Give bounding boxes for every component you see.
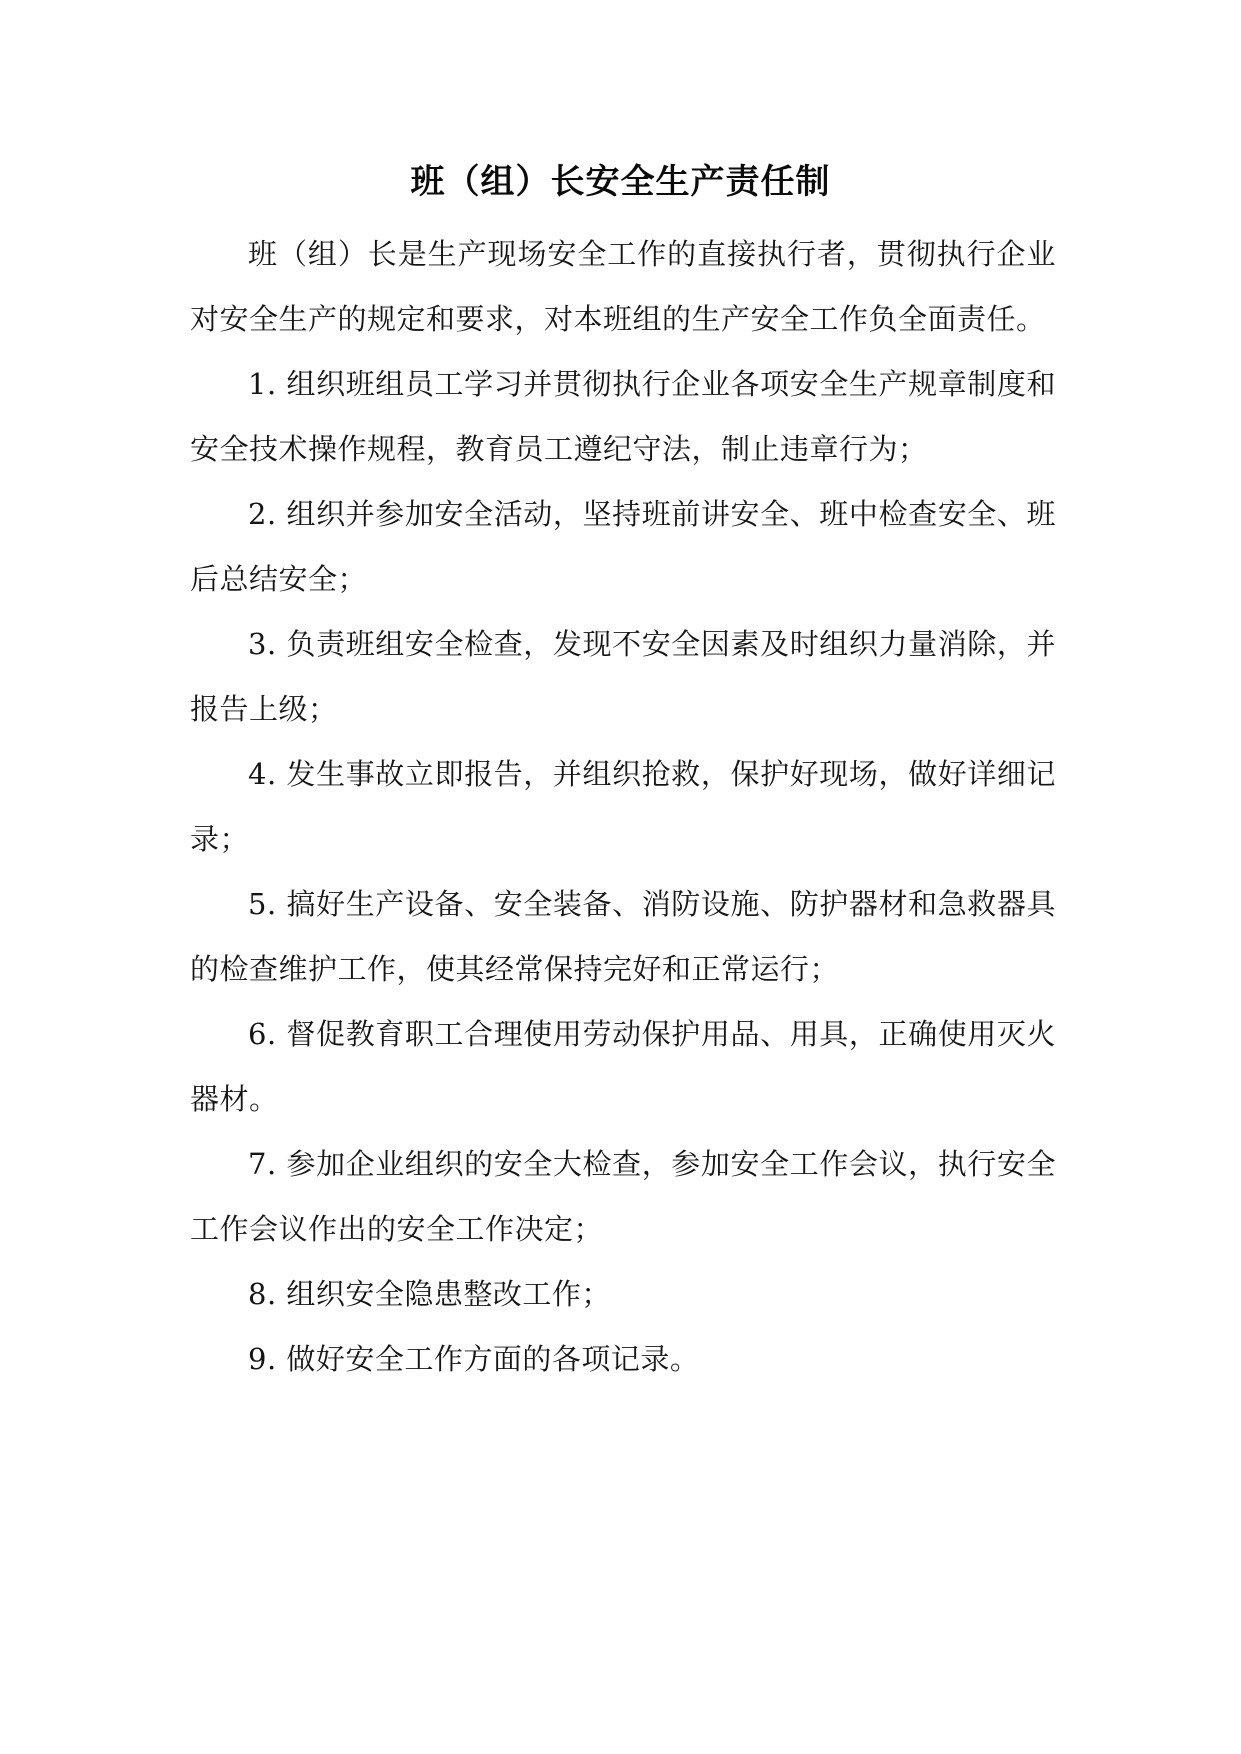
responsibility-item-3: 3. 负责班组安全检查，发现不安全因素及时组织力量消除，并报告上级；: [190, 627, 1056, 726]
responsibility-item-2: 2. 组织并参加安全活动，坚持班前讲安全、班中检查安全、班后总结安全；: [190, 497, 1056, 596]
responsibility-item-4: 4. 发生事故立即报告，并组织抢救，保护好现场，做好详细记录；: [190, 757, 1056, 856]
responsibility-item-6: 6. 督促教育职工合理使用劳动保护用品、用具，正确使用灭火器材。: [190, 1017, 1056, 1116]
document-body: [190, 222, 1056, 1392]
responsibility-item-5: 5. 搞好生产设备、安全装备、消防设施、防护器材和急救器具的检查维护工作，使其经常保持完好和正常运行；: [190, 887, 1056, 986]
responsibility-item-9: 9. 做好安全工作方面的各项记录。: [248, 1342, 700, 1376]
responsibility-item-1: 1. 组织班组员工学习并贯彻执行企业各项安全生产规章制度和安全技术操作规程，教育员工遵纪守法，制止违章行为；: [190, 367, 1056, 466]
responsibility-item-7: 7. 参加企业组织的安全大检查，参加安全工作会议，执行安全工作会议作出的安全工作决定；: [190, 1147, 1056, 1246]
document-title: 班（组）长安全生产责任制: [410, 162, 831, 202]
responsibility-item-8: 8. 组织安全隐患整改工作；: [248, 1277, 611, 1311]
intro-paragraph: 班（组）长是生产现场安全工作的直接执行者，贯彻执行企业对安全生产的规定和要求，对本班组的生产安全工作负全面责任。: [190, 237, 1056, 336]
